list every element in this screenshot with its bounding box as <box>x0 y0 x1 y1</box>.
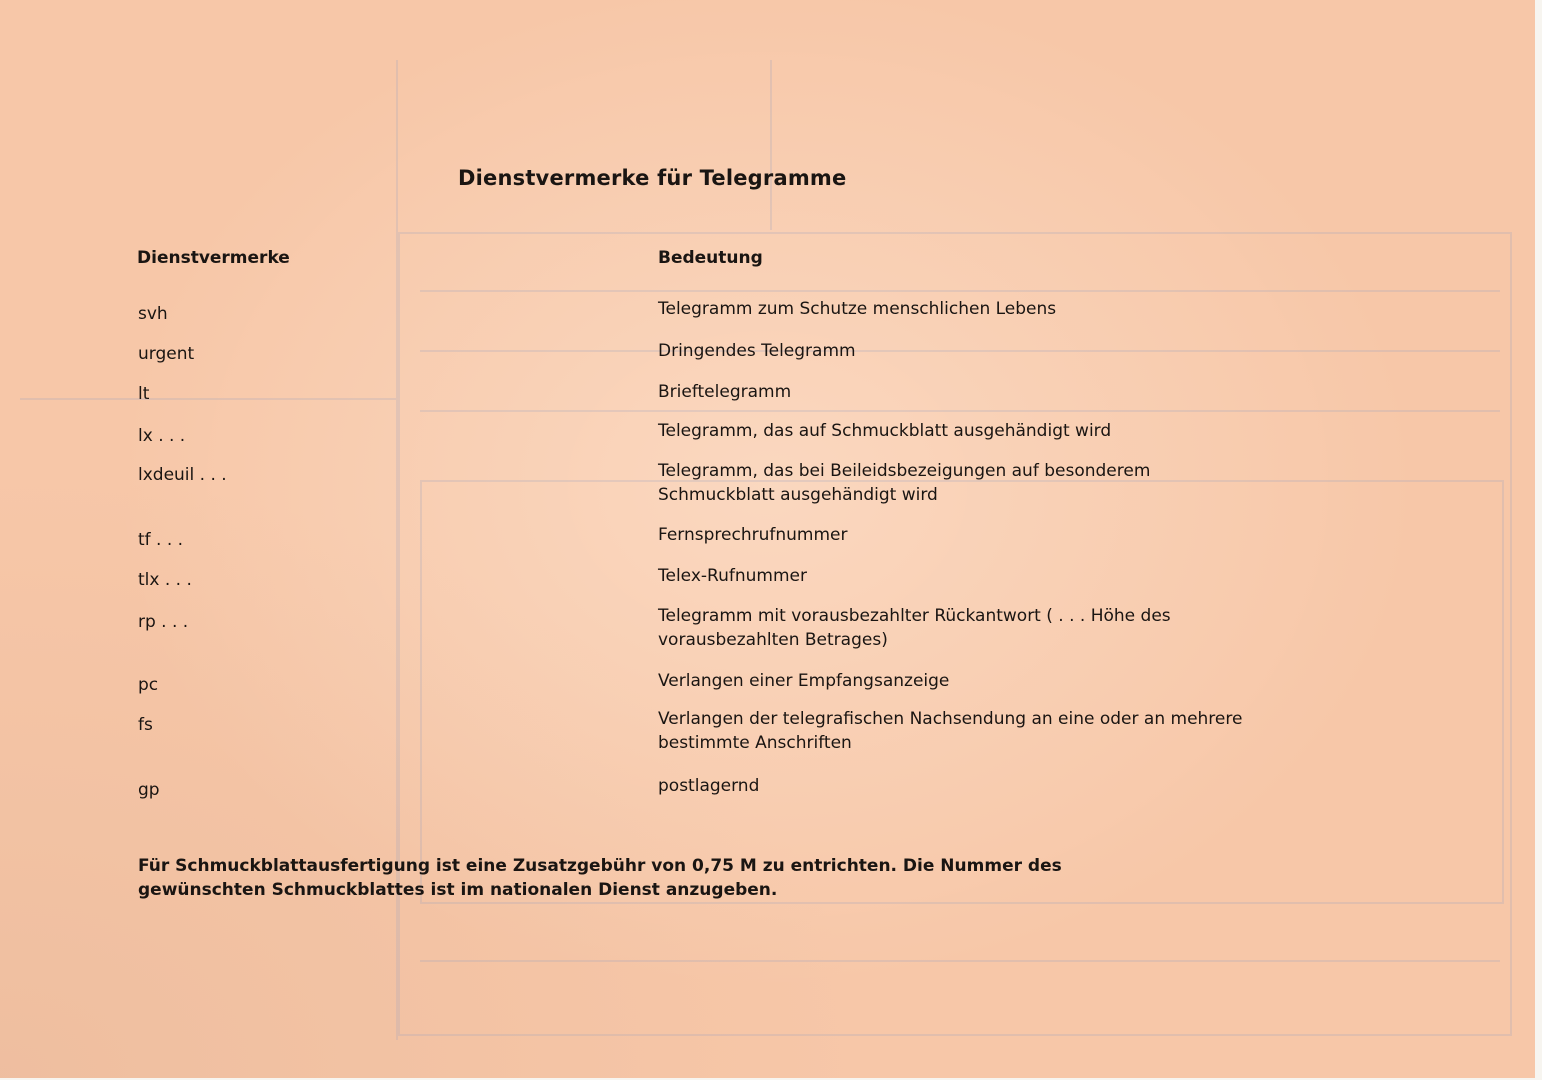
row-code: lx . . . <box>138 426 186 446</box>
row-meaning: Telegramm mit vorausbezahlter Rückantwort ( . . . Höhe des vorausbezahlten Betrages) <box>658 606 1171 650</box>
column-header-code: Dienstvermerke <box>137 248 290 268</box>
show-through-rule <box>420 960 1500 962</box>
row-code: fs <box>138 715 153 735</box>
row-code: svh <box>138 304 168 324</box>
row-meaning: Dringendes Telegramm <box>658 341 856 361</box>
row-code: rp . . . <box>138 612 189 632</box>
row-meaning: Fernsprechrufnummer <box>658 525 848 545</box>
row-meaning: Telex-Rufnummer <box>658 566 807 586</box>
row-code: lt <box>138 384 150 404</box>
show-through-rule <box>420 290 1500 292</box>
row-code: tlx . . . <box>138 570 192 590</box>
show-through-rule <box>770 60 772 230</box>
show-through-rule <box>20 398 396 400</box>
row-meaning: Telegramm, das bei Beileidsbezeigungen auf besonderem Schmuckblatt ausgehändigt wird <box>658 461 1151 505</box>
page-title: Dienstvermerke für Telegramme <box>458 166 847 190</box>
fee-footnote: Für Schmuckblattausfertigung ist eine Zusatzgebühr von 0,75 M zu entrichten. Die Nummer des gewünschten Schmuckblattes ist im nationalen Dienst anzugeben. <box>138 856 1062 900</box>
row-meaning: Telegramm, das auf Schmuckblatt ausgehändigt wird <box>658 421 1112 441</box>
row-code: lxdeuil . . . <box>138 465 227 485</box>
row-meaning: Brieftelegramm <box>658 382 792 402</box>
row-meaning: Verlangen einer Empfangsanzeige <box>658 671 950 691</box>
row-meaning: Telegramm zum Schutze menschlichen Lebens <box>658 299 1057 319</box>
row-code: pc <box>138 675 159 695</box>
row-code: urgent <box>138 344 195 364</box>
column-header-meaning: Bedeutung <box>658 248 763 268</box>
row-code: tf . . . <box>138 530 184 550</box>
row-meaning: postlagernd <box>658 776 760 796</box>
show-through-rule <box>420 410 1500 412</box>
row-code: gp <box>138 780 160 800</box>
row-meaning: Verlangen der telegrafischen Nachsendung an eine oder an mehrere bestimmte Anschriften <box>658 709 1243 753</box>
